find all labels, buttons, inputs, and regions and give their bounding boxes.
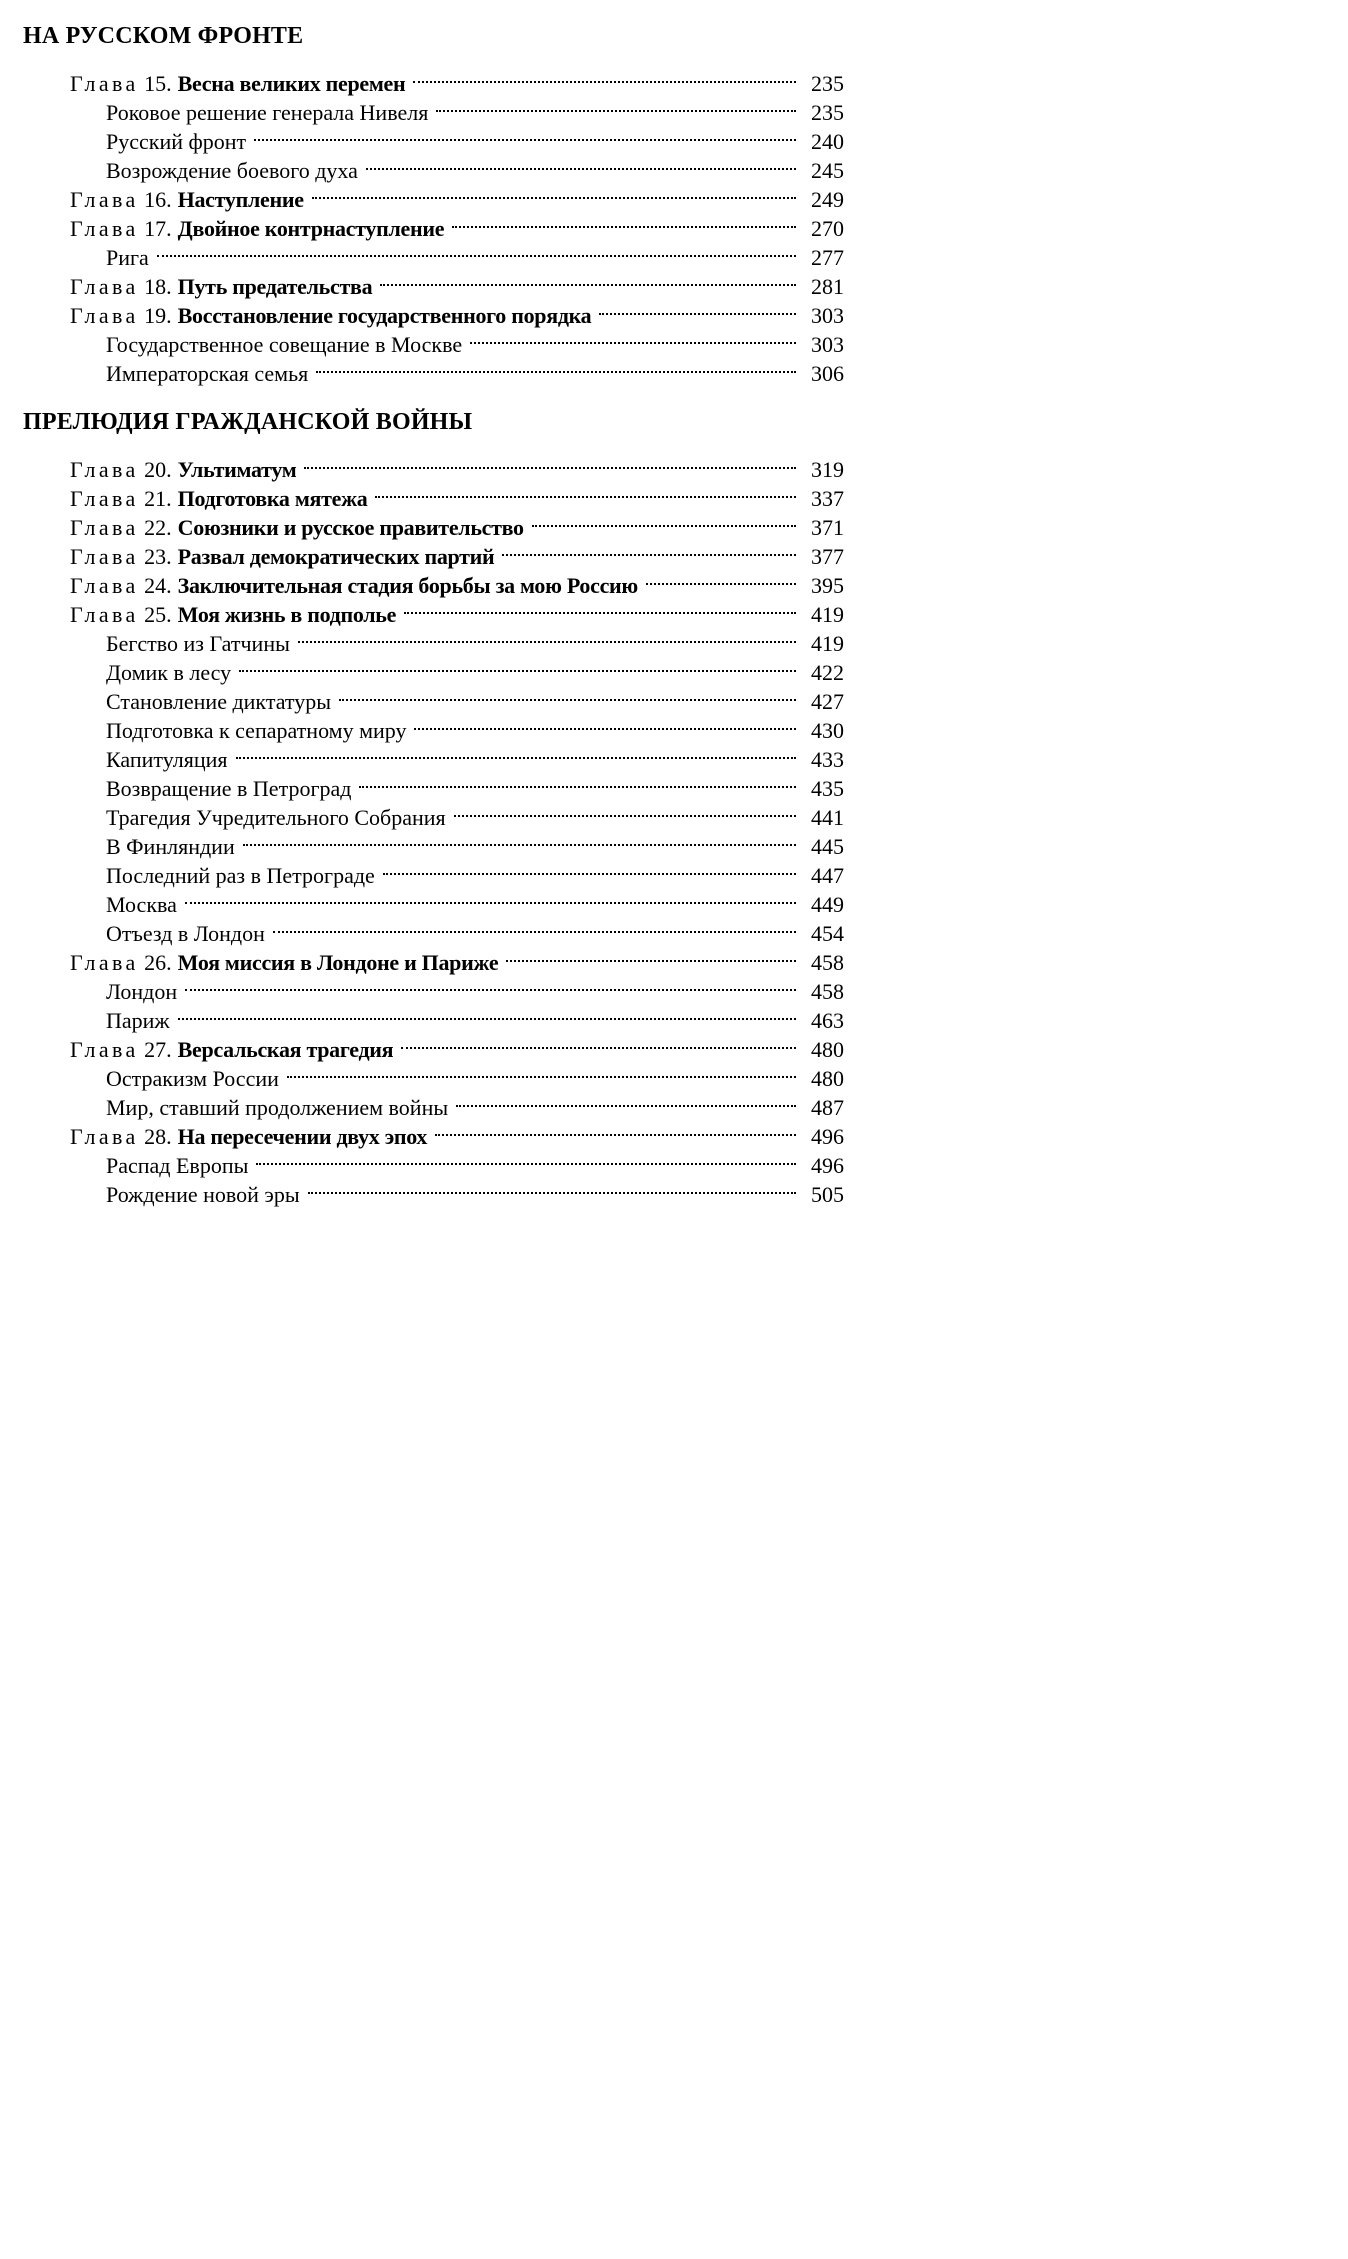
chapter-title: Развал демократических партий — [177, 544, 495, 569]
chapter-title: Наступление — [177, 187, 304, 212]
page-number: 371 — [811, 515, 844, 540]
toc-subsection-entry — [0, 323, 844, 357]
dot-leader — [359, 767, 796, 796]
page-number: 441 — [811, 805, 844, 830]
toc-chapter-entry — [0, 265, 844, 299]
chapter-prefix: Глава — [70, 71, 139, 96]
subsection-title: Роковое решение генерала Нивеля — [106, 100, 429, 125]
chapter-number: 22. — [144, 515, 172, 540]
page-number: 496 — [811, 1124, 844, 1149]
dot-leader — [236, 738, 796, 767]
subsection-title: Последний раз в Петрограде — [106, 863, 375, 888]
dot-leader — [404, 593, 796, 622]
dot-leader — [256, 1144, 796, 1173]
subsection-title: Подготовка к сепаратному миру — [106, 718, 407, 743]
chapter-prefix: Глава — [70, 486, 139, 511]
chapter-title: Союзники и русское правительство — [177, 515, 524, 540]
toc-chapter-entry — [0, 448, 844, 482]
toc-chapter-entry — [0, 294, 844, 328]
page-number: 496 — [811, 1153, 844, 1178]
page-number: 487 — [811, 1095, 844, 1120]
dot-leader — [401, 1028, 796, 1057]
chapter-number: 26. — [144, 950, 172, 975]
chapter-prefix: Глава — [70, 1124, 139, 1149]
toc-section — [0, 20, 949, 386]
chapter-title: Моя жизнь в подполье — [177, 602, 397, 627]
subsection-title: Возрождение боевого духа — [106, 158, 358, 183]
chapter-title: Подготовка мятежа — [177, 486, 368, 511]
page-number: 458 — [811, 950, 844, 975]
toc-chapter-entry — [0, 1115, 844, 1149]
page-number: 277 — [811, 245, 844, 270]
toc-chapter-entry — [0, 62, 844, 96]
section-heading: ПРЕЛЮДИЯ ГРАЖДАНСКОЙ ВОЙНЫ — [23, 409, 473, 435]
chapter-title: Двойное контрнаступление — [177, 216, 445, 241]
toc-subsection-entry — [0, 149, 844, 183]
toc-section — [0, 406, 949, 1207]
dot-leader — [454, 796, 796, 825]
page-number: 458 — [811, 979, 844, 1004]
dot-leader — [304, 448, 796, 477]
page-number: 422 — [811, 660, 844, 685]
toc-subsection-entry — [0, 651, 844, 685]
toc-chapter-entry — [0, 207, 844, 241]
dot-leader — [178, 999, 796, 1028]
chapter-prefix: Глава — [70, 457, 139, 482]
toc-subsection-entry — [0, 622, 844, 656]
toc-chapter-entry — [0, 941, 844, 975]
page-number: 427 — [811, 689, 844, 714]
toc-subsection-entry — [0, 854, 844, 888]
toc-subsection-entry — [0, 1086, 844, 1120]
chapter-title: Ультиматум — [177, 457, 297, 482]
page-number: 449 — [811, 892, 844, 917]
subsection-title: Отъезд в Лондон — [106, 921, 265, 946]
page-number: 245 — [811, 158, 844, 183]
dot-leader — [273, 912, 796, 941]
chapter-number: 25. — [144, 602, 172, 627]
page-number: 270 — [811, 216, 844, 241]
toc-chapter-entry — [0, 1028, 844, 1062]
page-number: 505 — [811, 1182, 844, 1207]
subsection-title: Париж — [106, 1008, 170, 1033]
chapter-number: 24. — [144, 573, 172, 598]
toc-subsection-entry — [0, 970, 844, 1004]
page-number: 463 — [811, 1008, 844, 1033]
toc-chapter-entry — [0, 535, 844, 569]
toc-subsection-entry — [0, 1173, 844, 1207]
chapter-prefix: Глава — [70, 602, 139, 627]
toc-entry-list — [0, 448, 949, 1207]
toc-subsection-entry — [0, 738, 844, 772]
chapter-title: Заключительная стадия борьбы за мою Россию — [177, 573, 638, 598]
chapter-number: 19. — [144, 303, 172, 328]
dot-leader — [435, 1115, 796, 1144]
chapter-prefix: Глава — [70, 950, 139, 975]
page-number: 306 — [811, 361, 844, 386]
page-number: 419 — [811, 631, 844, 656]
page-number: 480 — [811, 1066, 844, 1091]
dot-leader — [287, 1057, 796, 1086]
dot-leader — [375, 477, 796, 506]
dot-leader — [312, 178, 796, 207]
dot-leader — [366, 149, 796, 178]
dot-leader — [452, 207, 796, 236]
page-number: 235 — [811, 71, 844, 96]
page-number: 319 — [811, 457, 844, 482]
page-number: 337 — [811, 486, 844, 511]
page-number: 249 — [811, 187, 844, 212]
dot-leader — [532, 506, 796, 535]
chapter-prefix: Глава — [70, 274, 139, 299]
dot-leader — [239, 651, 796, 680]
page-number: 235 — [811, 100, 844, 125]
chapter-number: 27. — [144, 1037, 172, 1062]
toc-chapter-entry — [0, 593, 844, 627]
chapter-number: 15. — [144, 71, 172, 96]
section-heading: НА РУССКОМ ФРОНТЕ — [23, 23, 304, 49]
chapter-number: 18. — [144, 274, 172, 299]
dot-leader — [599, 294, 796, 323]
page-number: 240 — [811, 129, 844, 154]
toc-subsection-entry — [0, 796, 844, 830]
dot-leader — [254, 120, 796, 149]
subsection-title: Становление диктатуры — [106, 689, 332, 714]
subsection-title: Рождение новой эры — [106, 1182, 300, 1207]
page-number: 303 — [811, 303, 844, 328]
subsection-title: Мир, ставший продолжением войны — [106, 1095, 449, 1120]
toc-subsection-entry — [0, 1057, 844, 1091]
page-number: 430 — [811, 718, 844, 743]
chapter-title: Весна великих перемен — [177, 71, 406, 96]
dot-leader — [243, 825, 796, 854]
dot-leader — [380, 265, 796, 294]
chapter-prefix: Глава — [70, 544, 139, 569]
dot-leader — [414, 709, 796, 738]
subsection-title: Трагедия Учредительного Собрания — [106, 805, 446, 830]
page-number: 435 — [811, 776, 844, 801]
dot-leader — [502, 535, 796, 564]
chapter-title: Восстановление государственного порядка — [177, 303, 592, 328]
page-number: 281 — [811, 274, 844, 299]
subsection-title: Москва — [106, 892, 177, 917]
dot-leader — [470, 323, 796, 352]
page-number: 303 — [811, 332, 844, 357]
subsection-title: Императорская семья — [106, 361, 309, 386]
dot-leader — [436, 91, 796, 120]
subsection-title: Бегство из Гатчины — [106, 631, 290, 656]
dot-leader — [185, 970, 796, 999]
dot-leader — [316, 352, 796, 381]
chapter-number: 28. — [144, 1124, 172, 1149]
toc-subsection-entry — [0, 767, 844, 801]
chapter-title: Путь предательства — [177, 274, 373, 299]
dot-leader — [157, 236, 796, 265]
toc-entry-list — [0, 62, 949, 386]
subsection-title: Лондон — [106, 979, 178, 1004]
dot-leader — [339, 680, 796, 709]
toc-chapter-entry — [0, 178, 844, 212]
chapter-number: 23. — [144, 544, 172, 569]
toc-subsection-entry — [0, 1144, 844, 1178]
dot-leader — [383, 854, 796, 883]
chapter-prefix: Глава — [70, 303, 139, 328]
subsection-title: Домик в лесу — [106, 660, 232, 685]
subsection-title: Капитуляция — [106, 747, 228, 772]
chapter-prefix: Глава — [70, 573, 139, 598]
toc-subsection-entry — [0, 680, 844, 714]
chapter-prefix: Глава — [70, 187, 139, 212]
dot-leader — [646, 564, 796, 593]
toc-subsection-entry — [0, 883, 844, 917]
subsection-title: Остракизм России — [106, 1066, 279, 1091]
page-number: 395 — [811, 573, 844, 598]
dot-leader — [456, 1086, 796, 1115]
chapter-title: Версальская трагедия — [177, 1037, 394, 1062]
chapter-title: На пересечении двух эпох — [177, 1124, 428, 1149]
subsection-title: Русский фронт — [106, 129, 247, 154]
page-number: 445 — [811, 834, 844, 859]
toc-subsection-entry — [0, 825, 844, 859]
chapter-number: 20. — [144, 457, 172, 482]
dot-leader — [506, 941, 796, 970]
chapter-prefix: Глава — [70, 216, 139, 241]
chapter-prefix: Глава — [70, 1037, 139, 1062]
subsection-title: Возвращение в Петроград — [106, 776, 352, 801]
page-number: 377 — [811, 544, 844, 569]
table-of-contents-page — [0, 0, 949, 1591]
subsection-title: Государственное совещание в Москве — [106, 332, 463, 357]
chapter-title: Моя миссия в Лондоне и Париже — [177, 950, 499, 975]
page-number: 433 — [811, 747, 844, 772]
subsection-title: Распад Европы — [106, 1153, 249, 1178]
toc-subsection-entry — [0, 999, 844, 1033]
toc-chapter-entry — [0, 477, 844, 511]
toc-subsection-entry — [0, 236, 844, 270]
page-number: 419 — [811, 602, 844, 627]
toc-subsection-entry — [0, 709, 844, 743]
dot-leader — [298, 622, 796, 651]
toc-chapter-entry — [0, 564, 844, 598]
chapter-number: 21. — [144, 486, 172, 511]
page-number: 454 — [811, 921, 844, 946]
subsection-title: В Финляндии — [106, 834, 235, 859]
page-number: 480 — [811, 1037, 844, 1062]
chapter-prefix: Глава — [70, 515, 139, 540]
subsection-title: Рига — [106, 245, 149, 270]
dot-leader — [308, 1173, 796, 1202]
dot-leader — [413, 62, 796, 91]
chapter-number: 17. — [144, 216, 172, 241]
dot-leader — [185, 883, 796, 912]
toc-subsection-entry — [0, 120, 844, 154]
toc-subsection-entry — [0, 91, 844, 125]
toc-subsection-entry — [0, 912, 844, 946]
page-number: 447 — [811, 863, 844, 888]
toc-chapter-entry — [0, 506, 844, 540]
chapter-number: 16. — [144, 187, 172, 212]
toc-subsection-entry — [0, 352, 844, 386]
